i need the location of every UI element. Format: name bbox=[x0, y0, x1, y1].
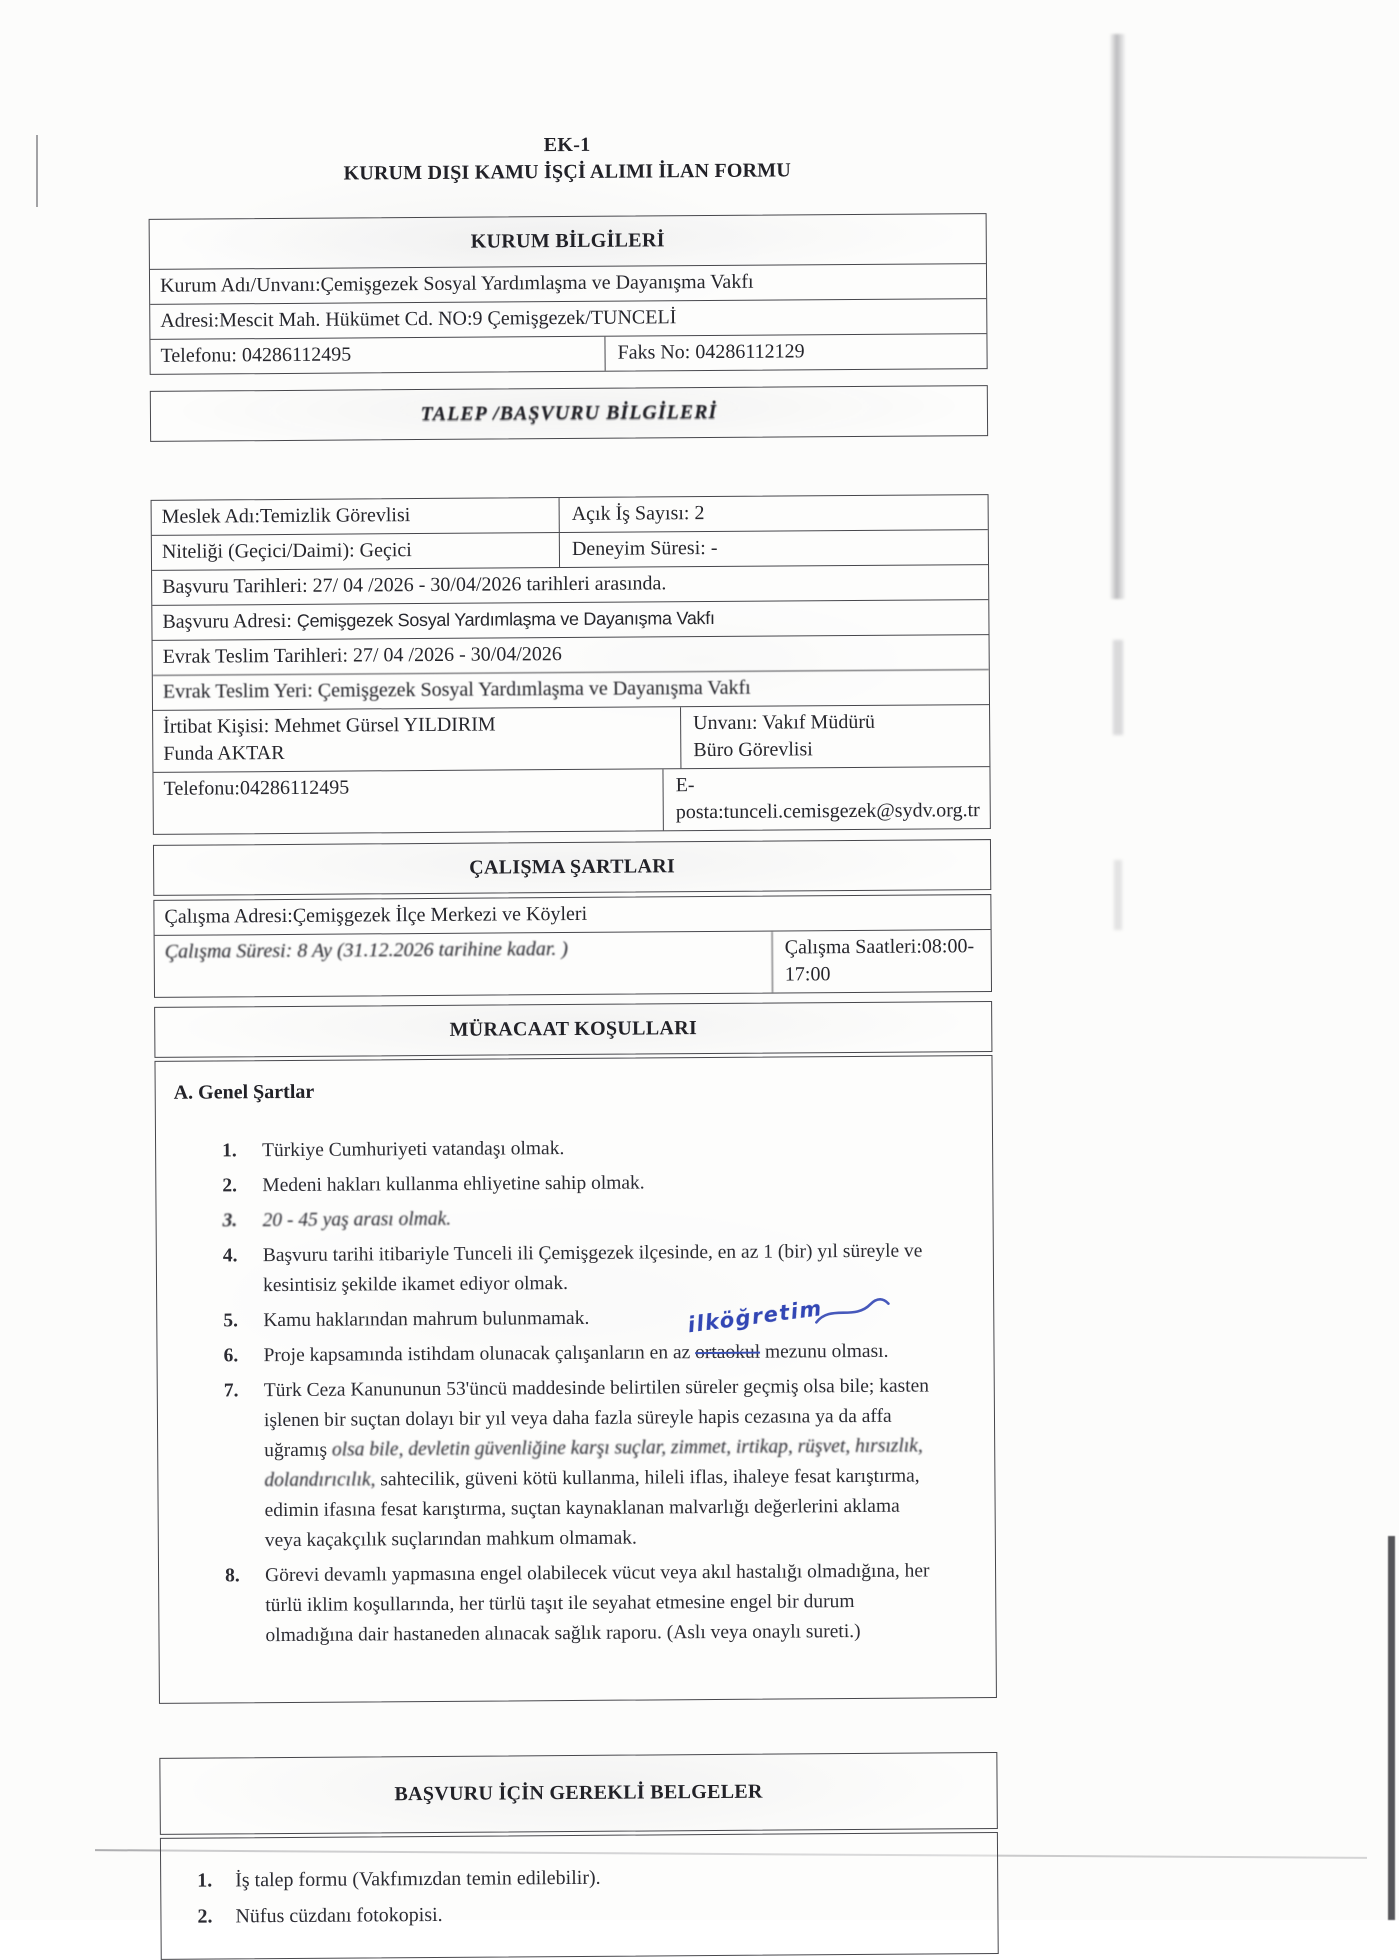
cell-meslek-adi: Meslek Adı:Temizlik Görevlisi bbox=[152, 498, 560, 535]
genel-sartlar-title: A. Genel Şartlar bbox=[173, 1080, 315, 1104]
section-talep-basvuru-rows bbox=[151, 494, 991, 835]
section-header-calisma-sartlari: ÇALIŞMA ŞARTLARI bbox=[154, 840, 990, 895]
basvuru-adresi-value: Çemişgezek Sosyal Yardımlaşma ve Dayanışma Vakfı bbox=[296, 607, 715, 631]
item7-part3: sahtecilik, güveni kötü kullanma, hileli iflas, ihaleye fesat karıştırma, edimin ifasına fesat karıştırma, suçtan kaynaklanan malvarlığı değerlerini aklama veya kaçakçılık suçlarından mahkum olmamak. bbox=[264, 1465, 920, 1552]
row-sure-saat bbox=[155, 929, 991, 997]
list-item-number: 8. bbox=[224, 1565, 240, 1587]
list-item bbox=[225, 1556, 970, 1651]
cell-telefon-2: Telefonu:04286112495 bbox=[153, 769, 664, 834]
section-muracaat-header bbox=[154, 1001, 992, 1058]
list-item-number: 4. bbox=[222, 1245, 238, 1267]
section-calisma-sartlari-rows bbox=[153, 894, 992, 998]
list-item bbox=[224, 1371, 969, 1556]
list-item-number: 2. bbox=[222, 1175, 238, 1197]
belgeler-list bbox=[161, 1833, 998, 1959]
cell-deneyim-suresi: Deneyim Süresi: - bbox=[571, 536, 718, 560]
cell-unvan bbox=[681, 705, 989, 768]
section-kurum-bilgileri bbox=[149, 213, 988, 375]
list-item-text: Görevi devamlı yapmasına engel olabilecek vücut veya akıl hastalığı olmadığına, her türlü iklim koşullarında, her türlü taşıt ile seyahat etmesine engel bir durum olmadığına dair hastaneden alınacak sağlık raporu. (Aslı veya onaylı sureti.) bbox=[264, 1560, 930, 1647]
cell-acik-is-sayisi: Açık İş Sayısı: 2 bbox=[571, 502, 705, 525]
irtibat-line-2: Funda AKTAR bbox=[163, 741, 285, 765]
section-muracaat-content bbox=[154, 1055, 996, 1704]
irtibat-line-1: İrtibat Kişisi: Mehmet Gürsel YILDIRIM bbox=[163, 713, 496, 738]
cell-faks: Faks No: 04286112129 bbox=[617, 340, 805, 364]
list-item-number: 3. bbox=[222, 1210, 238, 1232]
scan-artifact-right-strip bbox=[1113, 640, 1123, 735]
cell-telefon: Telefonu: 04286112495 bbox=[150, 337, 605, 374]
row-adres: Adresi:Mescit Mah. Hükümet Cd. NO:9 Çemişgezek/TUNCELİ bbox=[150, 298, 986, 339]
list-item-text bbox=[264, 1371, 969, 1556]
basvuru-adresi-label: Başvuru Adresi: bbox=[162, 609, 297, 633]
handwritten-annotation: ilköğretim bbox=[685, 1296, 824, 1338]
list-item bbox=[197, 1895, 977, 1933]
list-item-number: 6. bbox=[223, 1345, 239, 1367]
list-item-text: Başvuru tarihi itibariyle Tunceli ili Çemişgezek ilçesinde, en az 1 (bir) yıl süreyle ve kesintisiz şekilde ikamet ediyor olmak. bbox=[262, 1240, 923, 1297]
section-header-kurum-bilgileri: KURUM BİLGİLERİ bbox=[150, 214, 986, 269]
item6-pre: Proje kapsamında istihdam olunacak çalışanların en az bbox=[263, 1342, 696, 1367]
list-item-number: 2. bbox=[197, 1905, 213, 1928]
item7-part1: Türk Ceza Kanununun 53'üncü maddesinde belirtilen süreler geçmiş olsa bile; kasten işlenen bir suçtan dolayı bir yıl veya daha fazla süreyle hapis cezasına ya da affa uğramış bbox=[263, 1375, 930, 1462]
list-item bbox=[222, 1201, 966, 1236]
cell-nitelik: Niteliği (Geçici/Daimi): Geçici bbox=[152, 533, 560, 570]
list-item-number: 1. bbox=[197, 1869, 213, 1892]
section-belgeler-content bbox=[160, 1832, 999, 1960]
list-item-text: Türkiye Cumhuriyeti vatandaşı olmak. bbox=[262, 1138, 565, 1162]
scan-artifact-right-strip bbox=[1114, 860, 1122, 930]
document-body bbox=[148, 129, 999, 1960]
item6-post: mezunu olması. bbox=[759, 1340, 889, 1363]
form-title bbox=[148, 129, 986, 189]
row-basvuru-tarihleri: Başvuru Tarihleri: 27/ 04 /2026 - 30/04/2026 tarihleri arasında. bbox=[152, 564, 988, 605]
unvan-line-2: Büro Görevlisi bbox=[693, 738, 813, 762]
cell-calisma-saatleri: Çalışma Saatleri:08:00- 17:00 bbox=[784, 935, 975, 986]
struck-word: ortaokul bbox=[695, 1341, 761, 1364]
list-item-text: İş talep formu (Vakfımızdan temin edilebilir). bbox=[235, 1866, 601, 1892]
section-belgeler-header bbox=[159, 1752, 998, 1835]
list-item-text: Medeni hakları kullanma ehliyetine sahip olmak. bbox=[262, 1172, 645, 1197]
list-item bbox=[222, 1131, 966, 1166]
scan-artifact-left-tick bbox=[36, 135, 38, 207]
row-nitelik-deneyim bbox=[152, 529, 988, 570]
cell-calisma-suresi: Çalışma Süresi: 8 Ay (31.12.2026 tarihine kadar. ) bbox=[155, 932, 773, 997]
scan-artifact-right-strip bbox=[1110, 34, 1125, 599]
cell-eposta: E-posta:tunceli.cemisgezek@sydv.org.tr bbox=[675, 774, 980, 824]
section-header-belgeler: BAŞVURU İÇİN GEREKLİ BELGELER bbox=[160, 1753, 997, 1834]
row-calisma-adresi: Çalışma Adresi:Çemişgezek İlçe Merkezi ve Köyleri bbox=[164, 902, 588, 928]
cell-irtibat-kisisi bbox=[153, 707, 681, 772]
list-item bbox=[222, 1166, 966, 1201]
list-item-text: Kamu haklarından mahrum bulunmamak. bbox=[263, 1307, 590, 1332]
form-title-ek: EK-1 bbox=[543, 133, 591, 157]
list-item-text: Nüfus cüzdanı fotokopisi. bbox=[235, 1903, 443, 1928]
item7-part2-smeared: olsa bile, devletin güvenliğine karşı suçlar, zimmet, irtikap, rüşvet, hırsızlık, dolandırıcılık, bbox=[264, 1435, 923, 1492]
section-header-talep-basvuru: TALEP /BAŞVURU BİLGİLERİ bbox=[151, 386, 987, 441]
row-telefon-faks bbox=[150, 333, 986, 374]
list-item-text: 20 - 45 yaş arası olmak. bbox=[262, 1208, 452, 1232]
row-meslek-acikis bbox=[152, 495, 988, 535]
list-item-number: 7. bbox=[223, 1380, 239, 1402]
section-talep-basvuru-header bbox=[150, 385, 988, 442]
form-title-main: KURUM DIŞI KAMU İŞÇİ ALIMI İLAN FORMU bbox=[343, 159, 792, 185]
row-basvuru-adresi bbox=[152, 599, 988, 640]
section-header-muracaat: MÜRACAAT KOŞULLARI bbox=[155, 1002, 991, 1057]
section-calisma-sartlari-header bbox=[153, 839, 991, 896]
list-item-number: 1. bbox=[222, 1140, 237, 1162]
row-irtibat-unvan bbox=[153, 704, 989, 772]
scan-artifact-page-edge bbox=[1388, 1536, 1395, 1920]
genel-sartlar-list bbox=[172, 1131, 970, 1652]
row-telefon-eposta bbox=[153, 766, 989, 834]
row-evrak-teslim-yeri: Evrak Teslim Yeri: Çemişgezek Sosyal Yardımlaşma ve Dayanışma Vakfı bbox=[153, 669, 989, 710]
unvan-line-1: Unvanı: Vakıf Müdürü bbox=[693, 710, 876, 735]
list-item bbox=[197, 1859, 977, 1897]
list-item-number: 5. bbox=[223, 1310, 238, 1332]
row-kurum-adi: Kurum Adı/Unvanı:Çemişgezek Sosyal Yardımlaşma ve Dayanışma Vakfı bbox=[150, 263, 986, 304]
row-evrak-teslim-tarihleri: Evrak Teslim Tarihleri: 27/ 04 /2026 - 30/04/2026 bbox=[153, 634, 989, 675]
list-item bbox=[223, 1236, 967, 1301]
